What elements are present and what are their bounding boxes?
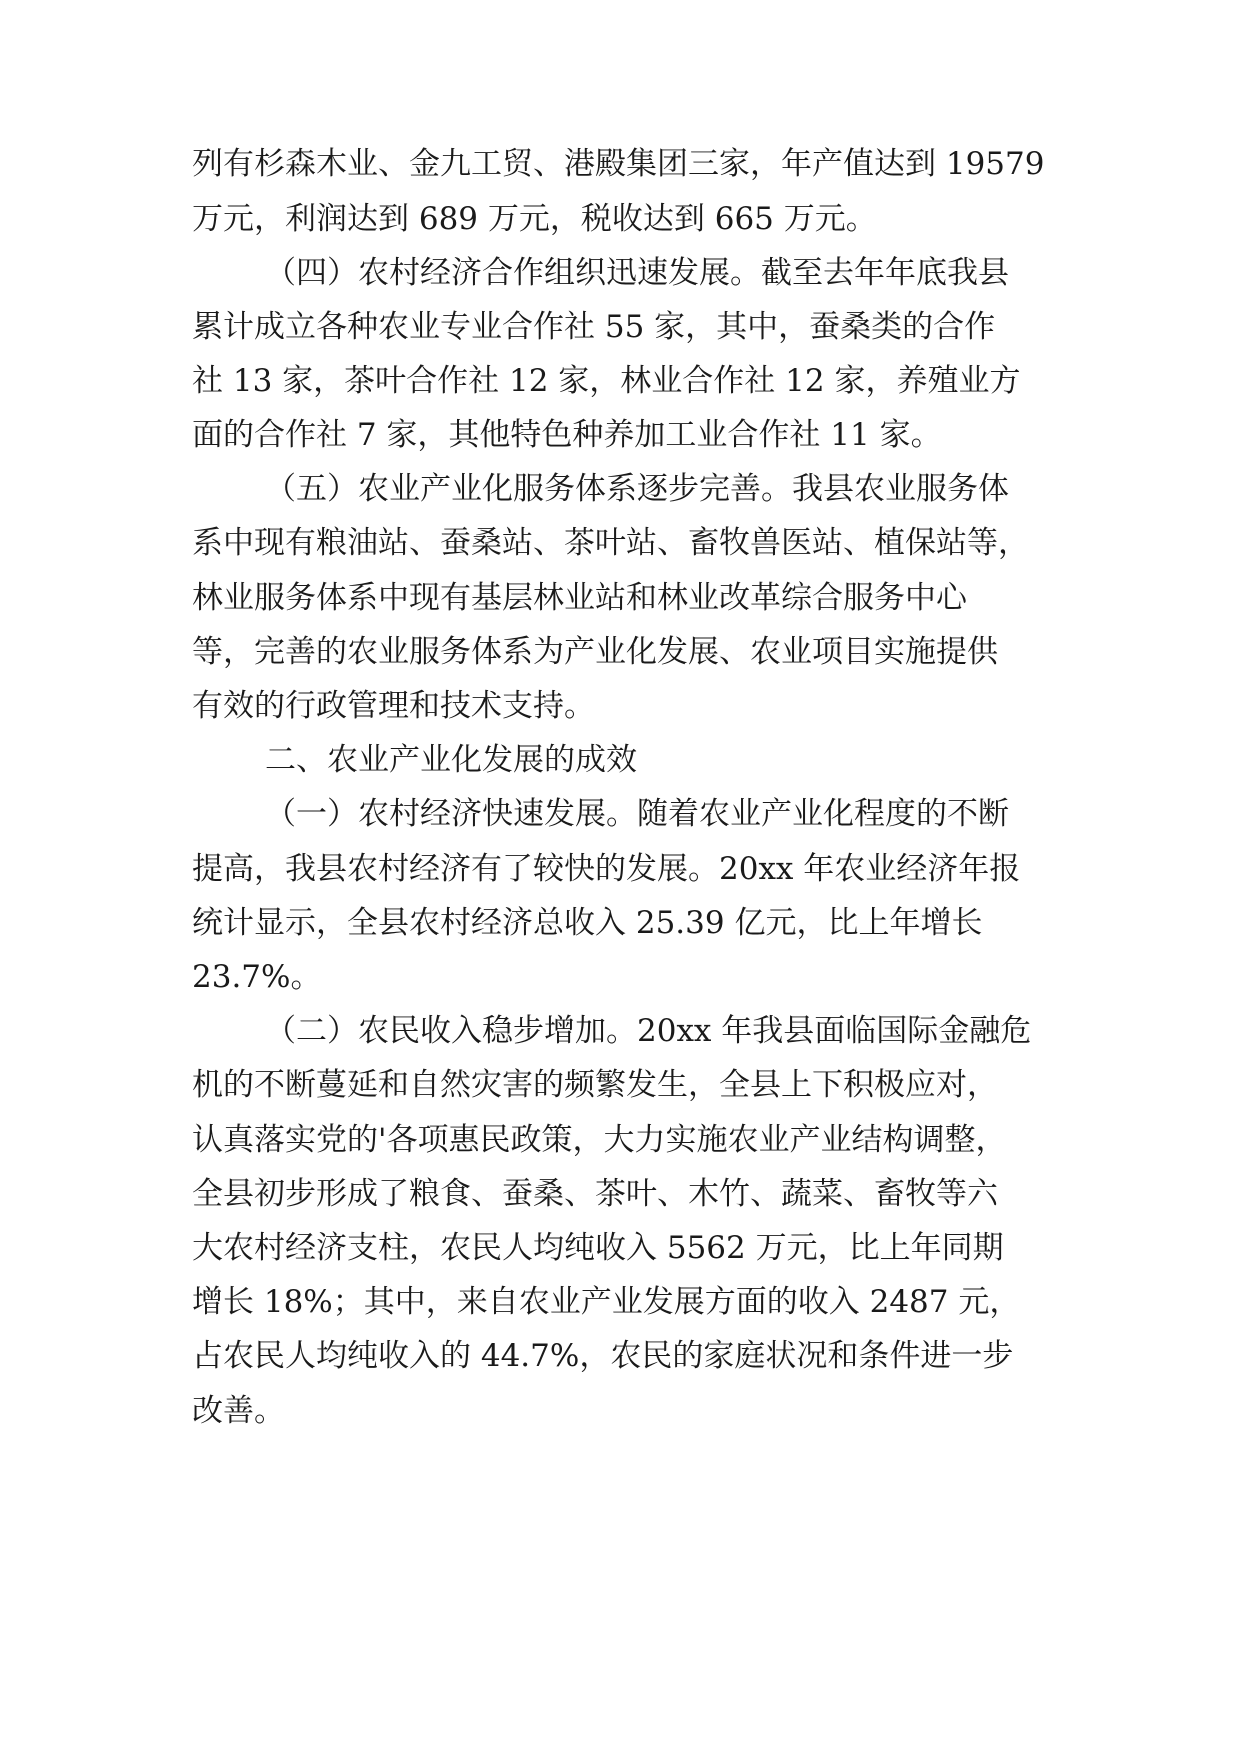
body-text-line: 面的合作社 7 家，其他特色种养加工业合作社 11 家。: [192, 417, 942, 453]
body-text-line: 有效的行政管理和技术支持。: [192, 688, 595, 724]
chapter-heading-two: 二、农业产业化发展的成效: [265, 742, 637, 778]
body-text-line: 全县初步形成了粮食、蚕桑、茶叶、木竹、蔬菜、畜牧等六: [192, 1176, 998, 1212]
body-text-line: 系中现有粮油站、蚕桑站、茶叶站、畜牧兽医站、植保站等，: [192, 525, 1029, 561]
body-text-line: 改善。: [192, 1393, 285, 1429]
body-text-line: 林业服务体系中现有基层林业站和林业改革综合服务中心: [192, 580, 967, 616]
body-text-line: 机的不断蔓延和自然灾害的频繁发生，全县上下积极应对，: [192, 1067, 998, 1103]
section-heading-two: （二）农民收入稳步增加。20xx 年我县面临国际金融危: [265, 1013, 1032, 1049]
section-heading-five: （五）农业产业化服务体系逐步完善。我县农业服务体: [265, 471, 1009, 507]
body-text-line: 统计显示，全县农村经济总收入 25.39 亿元，比上年增长: [192, 905, 983, 941]
body-text-line: 累计成立各种农业专业合作社 55 家，其中，蚕桑类的合作: [192, 309, 996, 345]
body-text-line: 占农民人均纯收入的 44.7%，农民的家庭状况和条件进一步: [192, 1338, 1014, 1374]
section-heading-four: （四）农村经济合作组织迅速发展。截至去年年底我县: [265, 255, 1009, 291]
body-text-line: 增长 18%；其中，来自农业产业发展方面的收入 2487 元，: [192, 1284, 1021, 1320]
body-text-line: 23.7%。: [192, 959, 322, 995]
body-text-line: 列有杉森木业、金九工贸、港殿集团三家，年产值达到 19579: [192, 146, 1045, 182]
section-heading-one: （一）农村经济快速发展。随着农业产业化程度的不断: [265, 796, 1009, 832]
body-text-line: 认真落实党的'各项惠民政策，大力实施农业产业结构调整，: [192, 1122, 1007, 1158]
body-text-line: 等，完善的农业服务体系为产业化发展、农业项目实施提供: [192, 634, 998, 670]
body-text-line: 万元，利润达到 689 万元，税收达到 665 万元。: [192, 201, 877, 237]
body-text-line: 大农村经济支柱，农民人均纯收入 5562 万元，比上年同期: [192, 1230, 1004, 1266]
body-text-line: 提高，我县农村经济有了较快的发展。20xx 年农业经济年报: [192, 851, 1021, 887]
body-text-line: 社 13 家，茶叶合作社 12 家，林业合作社 12 家，养殖业方: [192, 363, 1021, 399]
